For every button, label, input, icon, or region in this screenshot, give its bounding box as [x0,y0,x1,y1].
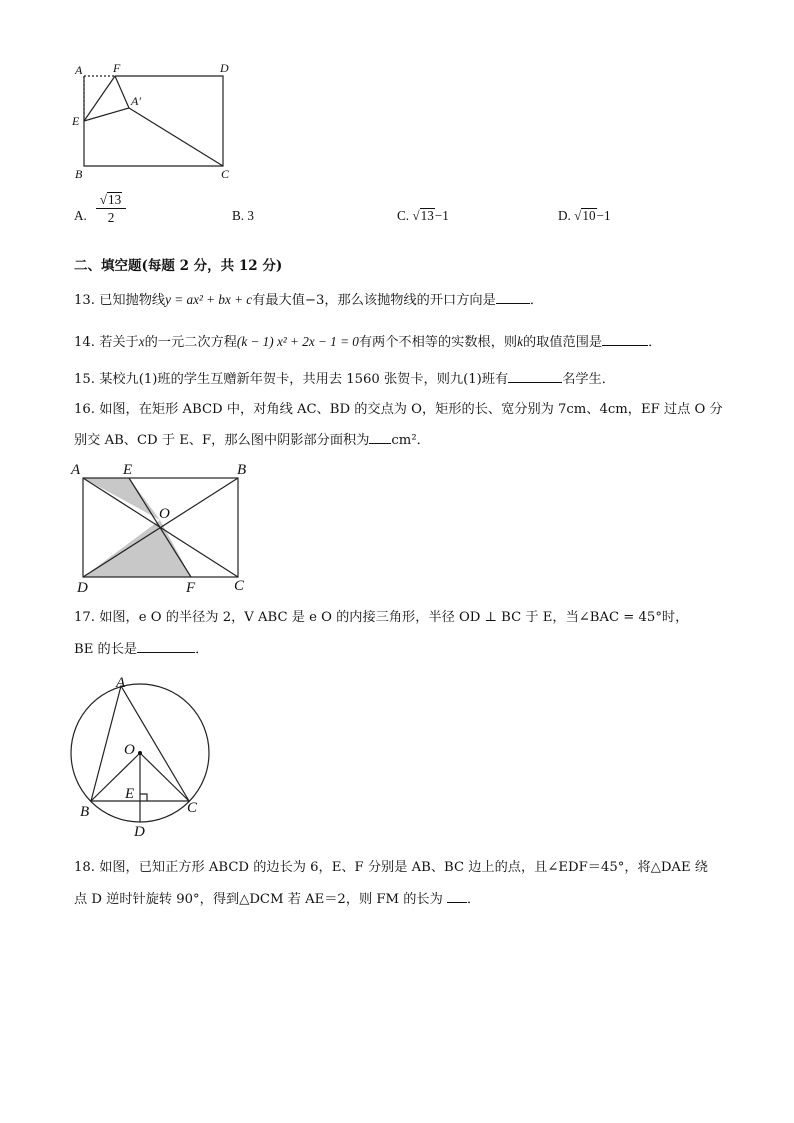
q18-line-2: 点 D 逆时针旋转 90°，得到△DCM 若 AE＝2，则 FM 的长为 [74,892,443,907]
q14-text-1: 若关于 [99,335,139,350]
question-18-line-2 [74,888,480,910]
option-a-fraction: √13 2 [96,192,126,227]
q13-text-1: 已知抛物线 [99,293,166,308]
option-d: D. √10−1 [558,208,611,223]
q14-number: 14. [74,335,95,350]
q16-unit: cm²． [391,433,430,448]
shaded-triangle-bottom [83,520,191,577]
q18-line-1: 如图，已知正方形 ABCD 的边长为 6，E、F 分别是 AB、BC 边上的点，且∠EDF＝45°，将△DAE 绕 [99,860,708,875]
q14-text-4: 的取值范围是 [522,335,603,350]
q17-line-1: 如图，e O 的半径为 2，V ABC 是 e O 的内接三角形，半径 OD ⊥ BC 于 E，当∠BAC = 45°时， [99,610,689,625]
question-15 [74,368,615,390]
label-b: B [80,804,90,820]
question-17 [74,608,688,628]
q17-line-2: BE 的长是 [74,642,138,657]
label-b: B [75,167,83,181]
label-d: D [220,61,229,75]
option-a [74,192,122,225]
q13-text-2: 有最大值 [252,293,305,308]
shaded-triangle-top [83,478,160,520]
q15-number: 15. [74,372,95,387]
label-a: A [75,63,83,77]
option-c-tail: −1 [434,208,449,223]
option-c: C. √13−1 [397,208,449,223]
figure-circle-triangle [66,670,216,842]
label-c: C [187,800,198,816]
option-a-label: A. [74,208,87,223]
option-d-radicand: 10 [582,208,596,223]
question-13 [74,289,543,311]
option-b-label: B. [232,208,245,223]
q14-text-2: 的一元二次方程 [144,335,237,350]
q13-answer-blank[interactable] [496,289,530,304]
q13-expression: y = ax² + bx + c [165,292,253,307]
q15-text: 某校九(1)班的学生互赠新年贺卡，共用去 1560 张贺卡，则九(1)班有 [99,372,509,387]
option-a-denominator: 2 [96,208,126,227]
label-f: F [113,61,121,75]
figure-rectangle-shaded [68,458,258,598]
question-16-line-2 [74,429,430,451]
line-ea1 [84,108,129,121]
question-18 [74,858,708,878]
q17-end: ． [195,642,209,657]
label-a: A [116,675,126,691]
q16-line-1: 如图，在矩形 ABCD 中，对角线 AC、BD 的交点为 O，矩形的长、宽分别为 7cm、4cm，EF 过点 O 分 [99,402,723,417]
q14-text-3: 有两个不相等的实数根，则 [358,335,518,350]
label-f: F [186,580,196,596]
label-e: E [123,462,133,478]
figure-rectangle-fold [68,58,248,184]
q16-number: 16. [74,402,95,417]
label-d: D [134,824,145,840]
label-a: A [71,462,81,478]
label-e: E [125,786,135,802]
q14-expression: (k − 1) x² + 2x − 1 = 0 [236,334,359,349]
line-fa1 [115,76,129,108]
q15-end: 名学生． [562,372,615,387]
label-c: C [234,578,245,594]
option-c-radicand: 13 [420,208,434,223]
line-ef [84,76,115,121]
right-angle-mark [140,794,147,801]
q14-answer-blank[interactable] [602,331,648,346]
q18-answer-blank[interactable] [447,888,467,903]
q13-number: 13. [74,293,95,308]
question-14 [74,331,661,353]
q18-number: 18. [74,860,95,875]
label-c: C [221,167,230,181]
label-e: E [72,114,80,128]
line-a1c [129,108,223,166]
q13-value: −3 [304,293,325,308]
q15-answer-blank[interactable] [508,368,562,383]
label-d: D [77,580,88,596]
q14-end: ． [648,335,662,350]
center-point [138,751,142,755]
q13-end: ． [529,293,543,308]
option-c-label: C. [397,208,410,223]
label-b: B [237,462,247,478]
option-d-label: D. [558,208,571,223]
q14-variable-x: x [138,334,145,349]
question-17-line-2 [74,638,208,660]
option-a-numerator: 13 [108,192,122,207]
label-a-prime: A′ [131,94,141,108]
q17-number: 17. [74,610,95,625]
q16-answer-blank[interactable] [369,429,391,444]
q17-answer-blank[interactable] [137,638,195,653]
section-heading: 二、填空题(每题 2 分，共 12 分) [74,258,283,274]
option-b [232,208,254,224]
option-d-tail: −1 [596,208,611,223]
q16-line-2: 别交 AB、CD 于 E、F，那么图中阴影部分面积为 [74,433,370,448]
option-b-value: 3 [247,208,254,223]
q18-end: ． [467,892,481,907]
label-o: O [159,506,170,522]
q13-text-3: ，那么该抛物线的开口方向是 [324,293,496,308]
label-o: O [124,742,135,758]
question-16 [74,400,723,420]
q14-variable-k: k [517,334,523,349]
